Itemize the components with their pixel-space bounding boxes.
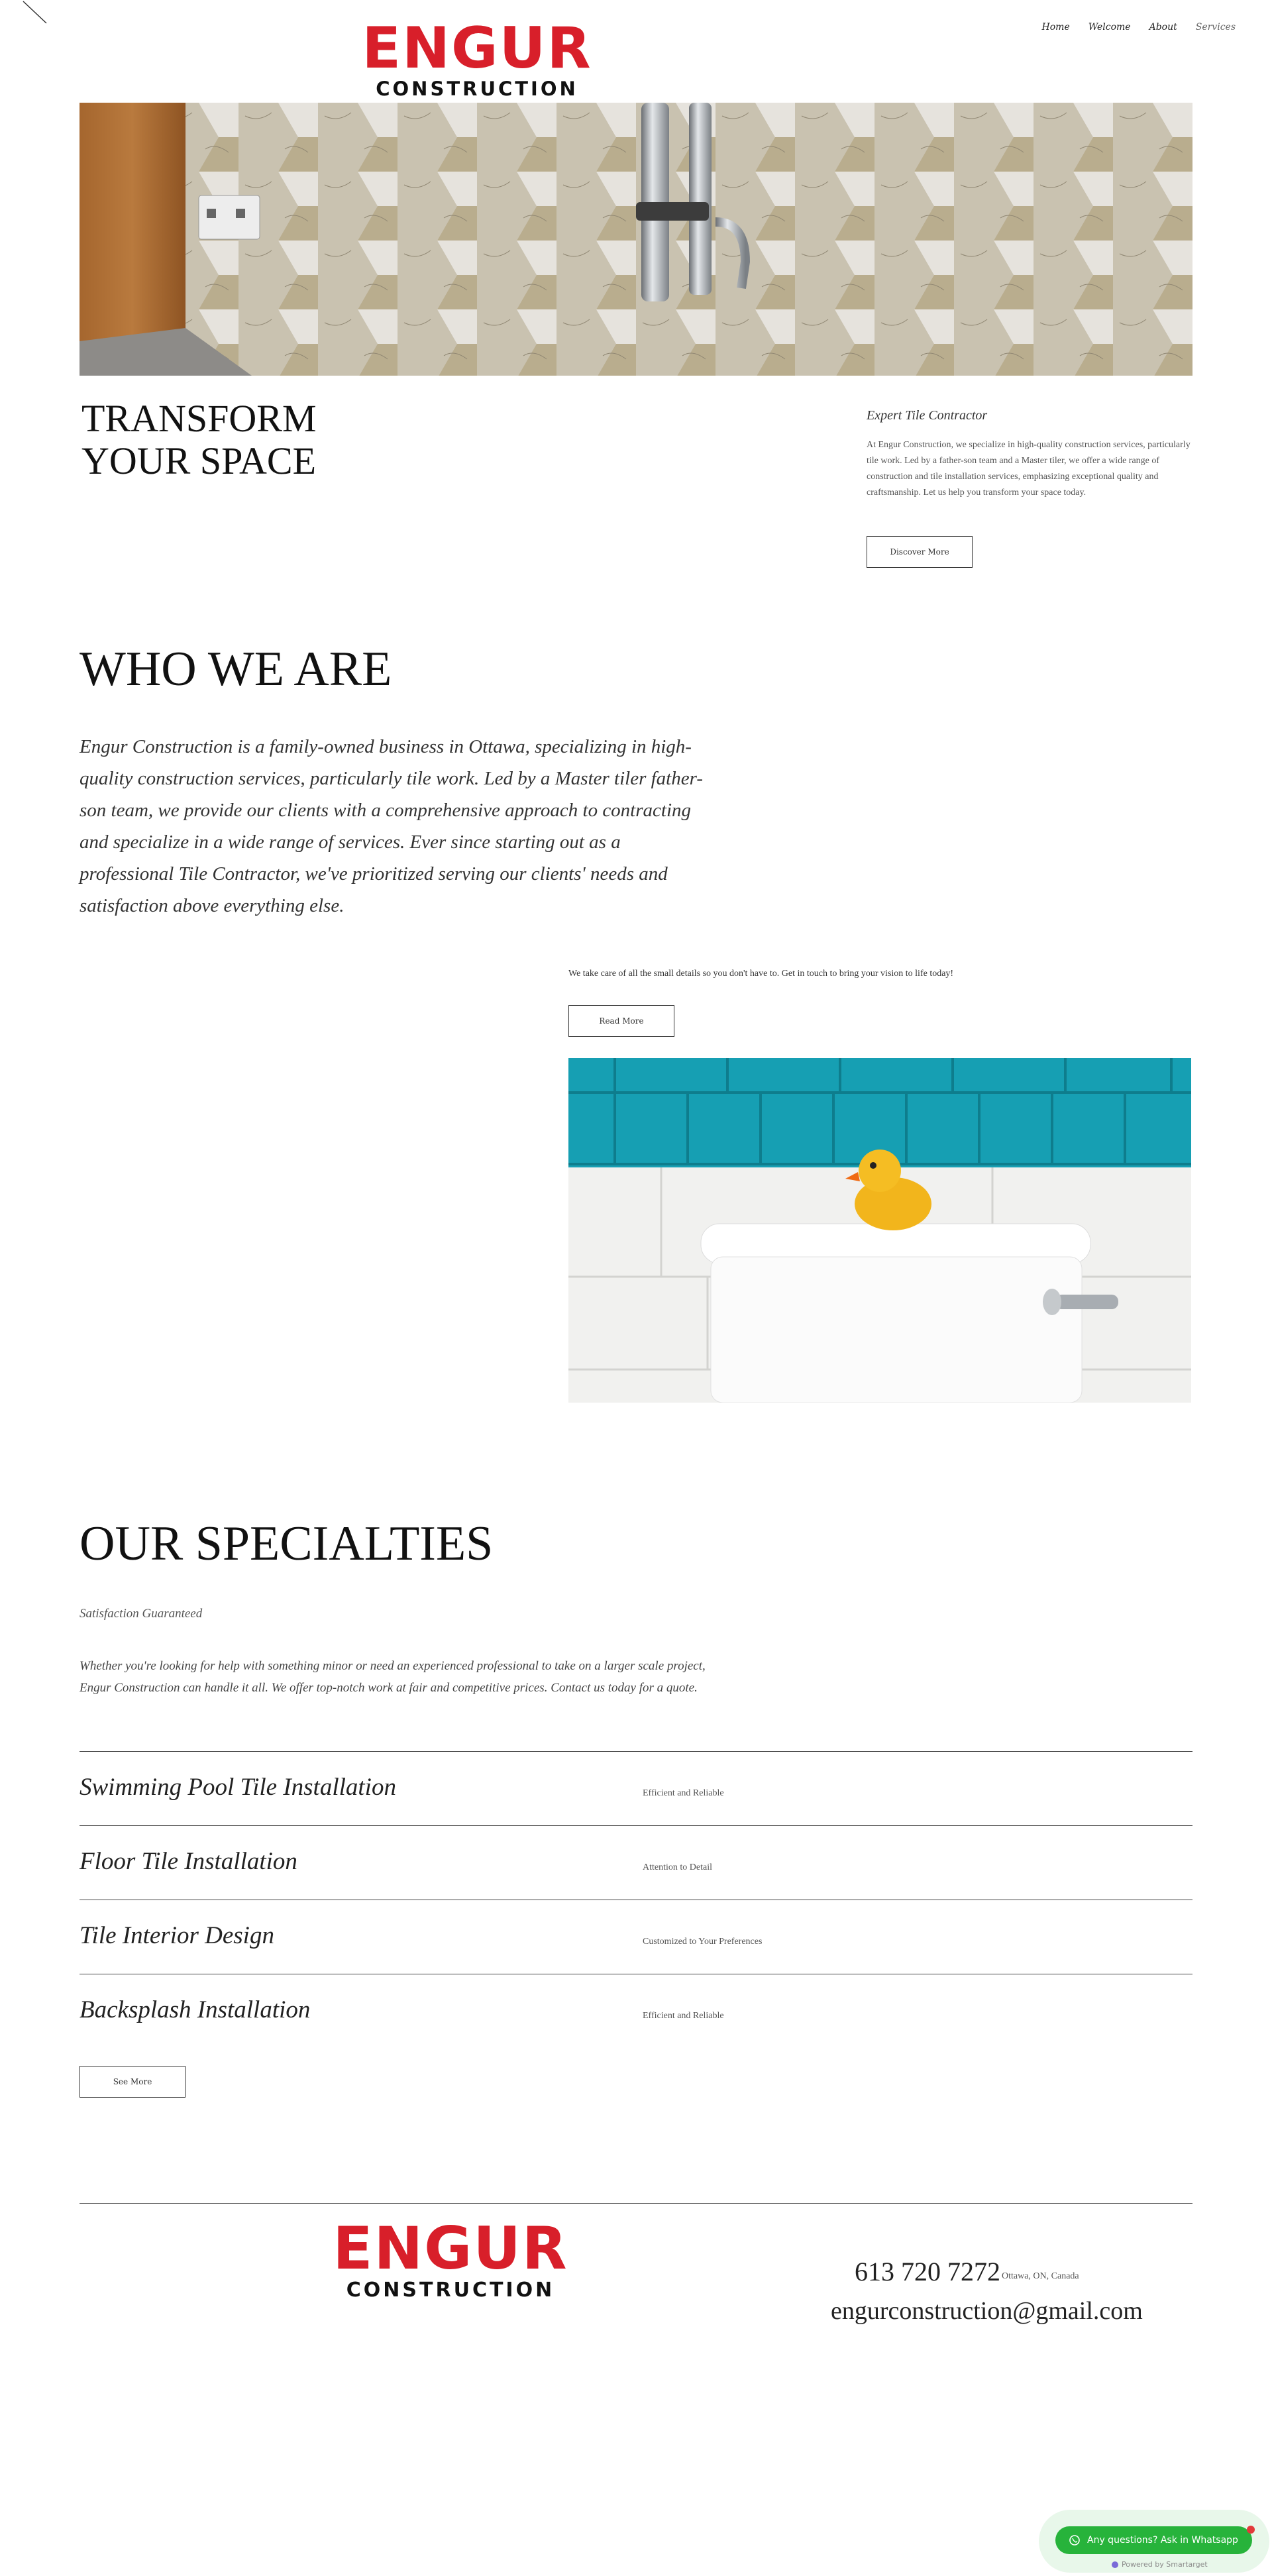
footer-logo-wordmark: ENGUR: [333, 2214, 568, 2282]
nav-welcome[interactable]: Welcome: [1088, 22, 1131, 32]
who-detail-text: We take care of all the small details so you don't have to. Get in touch to bring your vision to life today!: [568, 969, 954, 979]
smartarget-icon: [1112, 2561, 1118, 2568]
logo-wordmark: ENGUR: [362, 15, 592, 81]
specialties-heading: OUR SPECIALTIES: [80, 1517, 494, 1571]
specialties-body: Whether you're looking for help with something minor or need an experienced professional to take on a larger scale project, Engur Construction can handle it all. We offer top-notch work at fair and competitive prices. Contact us today for a quote.: [80, 1659, 706, 1695]
read-more-button[interactable]: Read More: [568, 1005, 674, 1037]
whatsapp-button[interactable]: [1055, 2526, 1252, 2554]
bathroom-duck-image: [568, 1058, 1191, 1403]
nav-about[interactable]: About: [1149, 22, 1177, 32]
specialty-tag: Customized to Your Preferences: [643, 1937, 763, 1947]
who-body: Engur Construction is a family-owned business in Ottawa, specializing in high-quality construction services, particularly tile work. Led by a Master tiler father-son team, we provide our clients with a comprehensive approach to contracting and specialize in a wide range of services. Ever since starting out as a professional Tile Contractor, we've prioritized serving our clients' needs and satisfaction above everything else.: [80, 736, 703, 916]
hero-heading-line2: YOUR SPACE: [81, 439, 317, 482]
specialty-row[interactable]: [80, 1825, 1192, 1900]
nav-home[interactable]: Home: [1041, 22, 1070, 32]
see-more-button[interactable]: See More: [80, 2066, 186, 2098]
hero-side-title: Expert Tile Contractor: [867, 408, 988, 423]
whatsapp-label: Any questions? Ask in Whatsapp: [1087, 2535, 1238, 2546]
powered-by[interactable]: [1112, 2560, 1208, 2569]
footer-divider: [80, 2203, 1192, 2204]
specialties-subtitle: Satisfaction Guaranteed: [80, 1607, 203, 1621]
who-heading: WHO WE ARE: [80, 642, 392, 696]
whatsapp-icon: [1069, 2534, 1081, 2546]
footer-email[interactable]: engurconstruction@gmail.com: [831, 2297, 1143, 2325]
specialty-name: Backsplash Installation: [80, 1996, 311, 2023]
hero-heading-line1: TRANSFORM: [81, 397, 317, 440]
specialty-tag: Efficient and Reliable: [643, 2011, 724, 2021]
nav-services[interactable]: Services: [1195, 22, 1236, 32]
specialty-name: Floor Tile Installation: [80, 1848, 297, 1875]
footer-phone[interactable]: 613 720 7272: [855, 2257, 1000, 2286]
footer-location: Ottawa, ON, Canada: [1002, 2271, 1079, 2281]
logo-subtitle: CONSTRUCTION: [376, 78, 578, 100]
specialty-name: Swimming Pool Tile Installation: [80, 1774, 396, 1801]
specialty-row[interactable]: [80, 1900, 1192, 1974]
footer-logo[interactable]: [333, 2214, 568, 2306]
menu-line-icon[interactable]: [13, 0, 53, 27]
whatsapp-widget: [1039, 2510, 1269, 2573]
hero-heading: [81, 398, 317, 482]
hero-side-text: At Engur Construction, we specialize in high-quality construction services, particularly tile work. Led by a father-son team and a Master tiler, we offer a wide range of construction and tile installation services, emphasizing exceptional quality and craftsmanship. Let us help you transform your space today.: [867, 440, 1191, 498]
specialty-tag: Attention to Detail: [643, 1862, 712, 1872]
main-nav: [1042, 22, 1236, 32]
discover-more-button[interactable]: Discover More: [867, 536, 973, 568]
hero-image: [80, 103, 1192, 376]
specialty-name: Tile Interior Design: [80, 1922, 274, 1949]
specialty-tag: Efficient and Reliable: [643, 1788, 724, 1798]
specialty-row[interactable]: [80, 1974, 1192, 2048]
powered-by-text: Powered by Smartarget: [1122, 2560, 1208, 2569]
header-logo[interactable]: [362, 15, 592, 100]
footer-logo-subtitle: CONSTRUCTION: [346, 2279, 555, 2302]
specialty-row[interactable]: [80, 1751, 1192, 1825]
close-icon[interactable]: [1247, 2526, 1255, 2534]
